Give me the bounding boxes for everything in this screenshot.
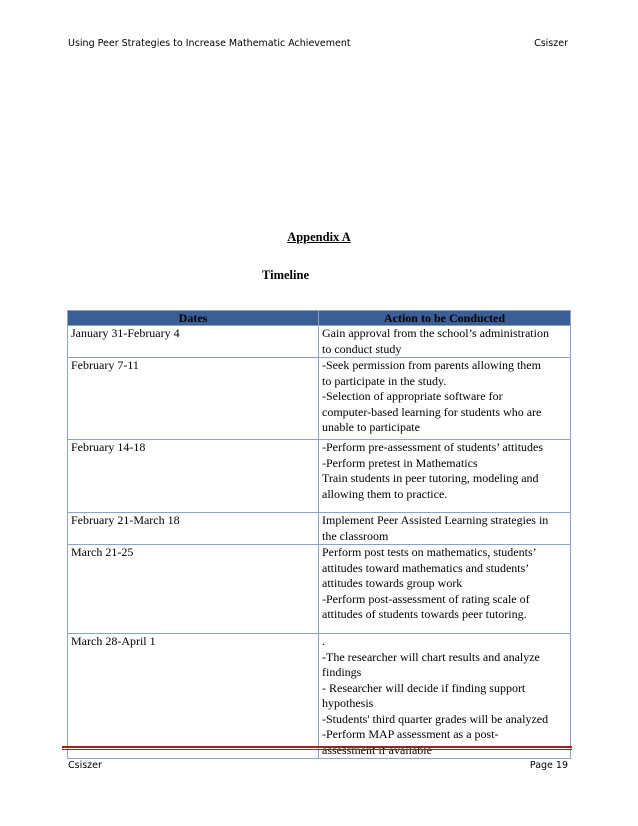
- column-header-action: Action to be Conducted: [319, 311, 571, 326]
- table-row: [68, 326, 571, 358]
- header-title: Using Peer Strategies to Increase Mathematic Achievement: [68, 38, 351, 49]
- page-footer: [68, 760, 568, 771]
- date-cell: February 14-18: [68, 440, 319, 513]
- timeline-table: [67, 310, 571, 759]
- header-author: Csiszer: [534, 38, 568, 49]
- date-cell: February 7-11: [68, 358, 319, 440]
- table-row: [68, 513, 571, 545]
- table-row: [68, 358, 571, 440]
- footer-divider-thin: [62, 749, 572, 750]
- footer-author: Csiszer: [68, 760, 102, 771]
- action-cell: -Perform pre-assessment of students’ attitudes -Perform pretest in Mathematics Train students in peer tutoring, modeling and allowing them to practice.: [319, 440, 571, 513]
- column-header-dates: Dates: [68, 311, 319, 326]
- action-cell: Perform post tests on mathematics, students’ attitudes toward mathematics and students’ attitudes towards group work -Perform post-assessment of rating scale of attitudes of students towards peer tutoring.: [319, 545, 571, 634]
- appendix-title: Appendix A: [287, 230, 351, 244]
- action-cell: -Seek permission from parents allowing them to participate in the study. -Selection of appropriate software for computer-based learning for students who are unable to participate: [319, 358, 571, 440]
- action-cell: Gain approval from the school’s administration to conduct study: [319, 326, 571, 358]
- page-header: [68, 38, 568, 49]
- action-cell: . -The researcher will chart results and analyze findings - Researcher will decide if finding support hypothesis -Students' third quarter grades will be analyzed -Perform MAP assessment as a post- assessment if available: [319, 634, 571, 759]
- table-row: [68, 440, 571, 513]
- table-header-row: [68, 311, 571, 326]
- table-row: [68, 545, 571, 634]
- date-cell: March 21-25: [68, 545, 319, 634]
- table-row: [68, 634, 571, 759]
- section-title: Timeline: [262, 268, 309, 282]
- date-cell: March 28-April 1: [68, 634, 319, 759]
- footer-divider: [62, 746, 572, 748]
- date-cell: February 21-March 18: [68, 513, 319, 545]
- page-number: Page 19: [529, 760, 568, 771]
- action-cell: Implement Peer Assisted Learning strategies in the classroom: [319, 513, 571, 545]
- date-cell: January 31-February 4: [68, 326, 319, 358]
